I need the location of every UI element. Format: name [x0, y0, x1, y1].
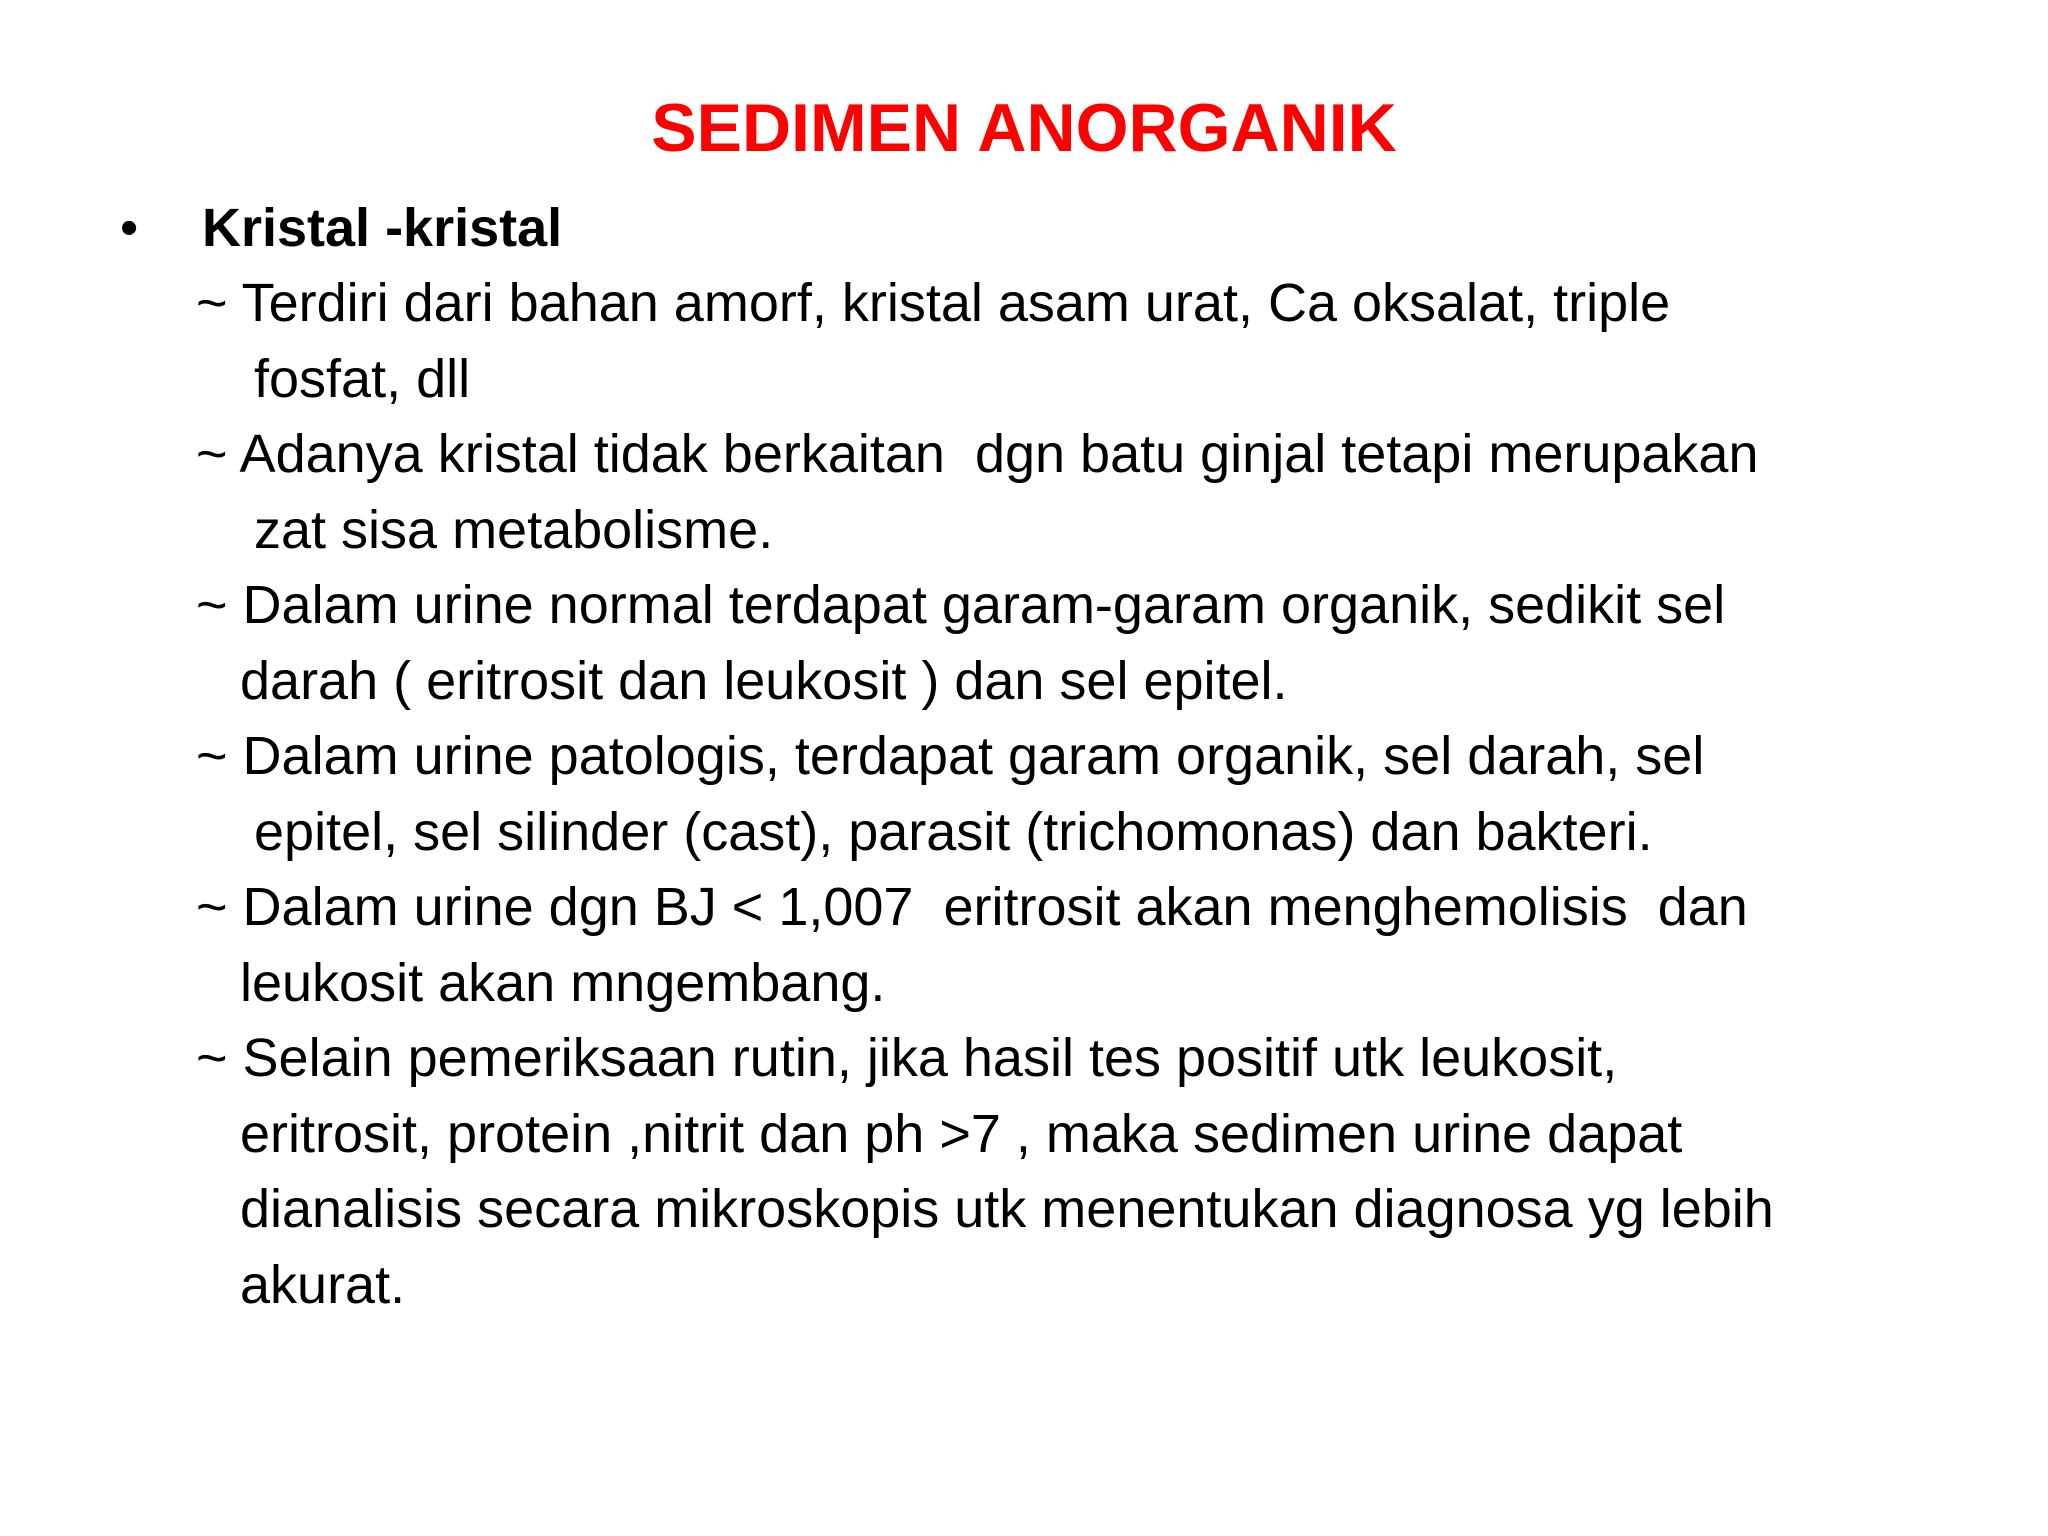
- sub-item-line: zat sisa metabolisme.: [254, 499, 774, 560]
- sub-item: [196, 417, 1936, 568]
- bullet-heading: Kristal -kristal: [202, 198, 563, 258]
- sub-item-line: dianalisis secara mikroskopis utk menentukan diagnosa yg lebih: [240, 1179, 1774, 1239]
- sub-item-line: leukosit akan mngembang.: [240, 952, 886, 1013]
- bullet-item: [120, 190, 562, 266]
- sub-item-line: ~ Selain pemeriksaan rutin, jika hasil tes positif utk leukosit,: [196, 1028, 1618, 1088]
- sub-item-line: darah ( eritrosit dan leukosit ) dan sel epitel.: [240, 650, 1288, 711]
- slide-title: SEDIMEN ANORGANIK: [651, 90, 1397, 166]
- bullet-marker: •: [120, 199, 139, 257]
- sub-item: [196, 568, 1936, 719]
- sub-item-line: fosfat, dll: [254, 348, 471, 409]
- sub-item-line: ~ Dalam urine dgn BJ < 1,007 eritrosit akan menghemolisis dan: [196, 877, 1748, 937]
- sub-item-line: eritrosit, protein ,nitrit dan ph >7 , maka sedimen urine dapat: [240, 1103, 1683, 1164]
- sub-item: [196, 1021, 1936, 1323]
- sub-item-list: [196, 266, 1936, 1323]
- sub-item-line: ~ Dalam urine patologis, terdapat garam organik, sel darah, sel: [196, 726, 1705, 786]
- sub-item-line: ~ Terdiri dari bahan amorf, kristal asam urat, Ca oksalat, triple: [196, 273, 1671, 333]
- sub-item-line: ~ Dalam urine normal terdapat garam-garam organik, sedikit sel: [196, 575, 1726, 635]
- sub-item-line: ~ Adanya kristal tidak berkaitan dgn batu ginjal tetapi merupakan: [196, 424, 1759, 484]
- sub-item: [196, 870, 1936, 1021]
- sub-item: [196, 266, 1936, 417]
- sub-item-line: akurat.: [240, 1254, 406, 1315]
- sub-item: [196, 719, 1936, 870]
- sub-item-line: epitel, sel silinder (cast), parasit (trichomonas) dan bakteri.: [254, 801, 1653, 862]
